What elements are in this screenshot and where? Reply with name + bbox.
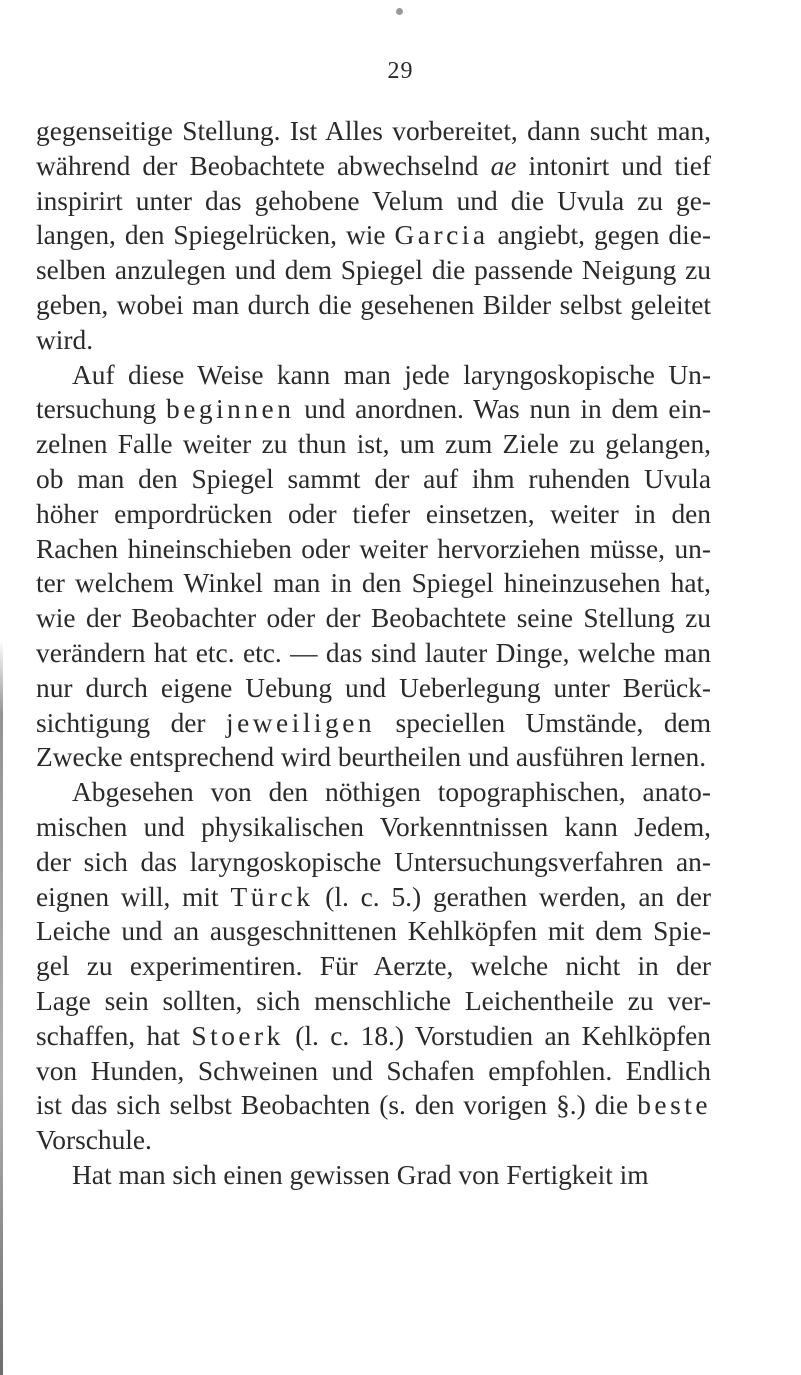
text-run: mischen und physikalischen Vorkenntnissen kann Jedem,: [36, 811, 711, 842]
text-line: [36, 1054, 711, 1089]
text-run: Lage sein sollten, sich menschliche Leichentheile zu ver-: [36, 985, 711, 1016]
text-line: [36, 532, 711, 567]
text-run: wird.: [36, 324, 94, 355]
spaced-name: Stoerk: [191, 1020, 284, 1051]
text-run: gel zu experimentiren. Für Aerzte, welche nicht in der: [36, 951, 711, 982]
text-line: [36, 462, 711, 497]
text-line: [36, 392, 711, 427]
text-run: angiebt, gegen die-: [488, 220, 711, 251]
text-line: [36, 427, 711, 462]
text-line: [36, 149, 711, 184]
text-line: [36, 323, 711, 358]
text-line: [36, 636, 711, 671]
text-line: [36, 984, 711, 1019]
text-run: (l. c. 18.) Vorstudien an Kehlköpfen: [283, 1020, 711, 1051]
text-line: [36, 706, 711, 741]
ink-dot: [396, 8, 403, 15]
text-run: von Hunden, Schweinen und Schafen empfohlen. Endlich: [36, 1055, 711, 1086]
spaced-name: Türck: [230, 881, 314, 912]
text-line: [36, 1123, 711, 1158]
spaced-name: beste: [637, 1090, 711, 1121]
text-run: gegenseitige Stellung. Ist Alles vorbereitet, dann sucht man,: [36, 116, 711, 146]
text-line: [36, 358, 711, 393]
text-run: intonirt und tief: [516, 150, 711, 181]
text-line: [36, 218, 711, 253]
text-line: [36, 949, 711, 984]
text-run: ob man den Spiegel sammt der auf ihm ruhenden Uvula: [36, 463, 711, 494]
text-run: zelnen Falle weiter zu thun ist, um zum Ziele zu gelangen,: [36, 429, 711, 460]
text-line: [36, 845, 711, 880]
text-line: [36, 1158, 711, 1193]
text-line: [36, 1088, 711, 1123]
text-run: (l. c. 5.) gerathen werden, an der: [313, 881, 711, 912]
text-run: wie der Beobachter oder der Beobachtete seine Stellung zu: [36, 603, 711, 634]
text-line: [36, 601, 711, 636]
text-run: Zwecke entsprechend wird beurtheilen und ausführen lernen.: [36, 742, 707, 773]
page-edge-shadow: [0, 640, 3, 1375]
text-line: [36, 184, 711, 219]
text-run: ter welchem Winkel man in den Spiegel hineinzusehen hat,: [36, 568, 711, 599]
text-run: der sich das laryngoskopische Untersuchungsverfahren an-: [36, 846, 711, 877]
text-run: Auf diese Weise kann man jede laryngoskopische Un-: [72, 359, 711, 390]
text-run: Hat man sich einen gewissen Grad von Fertigkeit im: [72, 1159, 649, 1190]
text-run: Abgesehen von den nöthigen topographischen, anato-: [72, 777, 711, 808]
text-run: während der Beobachtete abwechselnd: [36, 150, 491, 181]
spaced-name: jeweiligen: [226, 707, 376, 738]
text-run: nur durch eigene Uebung und Ueberlegung unter Berück-: [36, 672, 711, 703]
text-line: [36, 288, 711, 323]
text-line: [36, 253, 711, 288]
text-run: höher empordrücken oder tiefer einsetzen, weiter in den: [36, 498, 711, 529]
italic-term: ae: [490, 150, 517, 181]
paragraph: [36, 114, 711, 358]
text-line: [36, 566, 711, 601]
text-run: inspirirt unter das gehobene Velum und die Uvula zu ge-: [36, 185, 711, 216]
text-line: [36, 740, 711, 775]
text-line: [36, 914, 711, 949]
text-run: und anordnen. Was nun in dem ein-: [294, 394, 711, 425]
text-line: [36, 880, 711, 915]
spaced-name: beginnen: [166, 394, 295, 425]
text-line: [36, 775, 711, 810]
text-run: speciellen Umstände, dem: [375, 707, 712, 738]
text-run: Rachen hineinschieben oder weiter hervorziehen müsse, un-: [36, 533, 711, 564]
paragraph: [36, 1158, 711, 1193]
text-run: selben anzulegen und dem Spiegel die passende Neigung zu: [36, 255, 711, 286]
text-run: Vorschule.: [36, 1125, 152, 1156]
text-run: eignen will, mit: [36, 881, 231, 912]
text-run: verändern hat etc. etc. — das sind lauter Dinge, welche man: [36, 637, 711, 668]
page-number: 29: [387, 58, 414, 84]
text-line: [36, 671, 711, 706]
text-line: [36, 497, 711, 532]
text-run: Leiche und an ausgeschnittenen Kehlköpfen mit dem Spie-: [36, 916, 711, 947]
text-run: geben, wobei man durch die gesehenen Bilder selbst geleitet: [36, 289, 711, 320]
text-run: schaffen, hat: [36, 1020, 192, 1051]
text-line: [36, 114, 711, 149]
text-run: sichtigung der: [36, 707, 226, 738]
text-line: [36, 810, 711, 845]
text-run: ist das sich selbst Beobachten (s. den vorigen §.) die: [36, 1090, 638, 1121]
text-line: [36, 1019, 711, 1054]
body-text: [36, 114, 711, 1193]
text-run: langen, den Spiegelrücken, wie: [36, 220, 395, 251]
paragraph: [36, 775, 711, 1158]
paragraph: [36, 358, 711, 776]
text-run: tersuchung: [36, 394, 166, 425]
spaced-name: Garcia: [394, 220, 489, 251]
